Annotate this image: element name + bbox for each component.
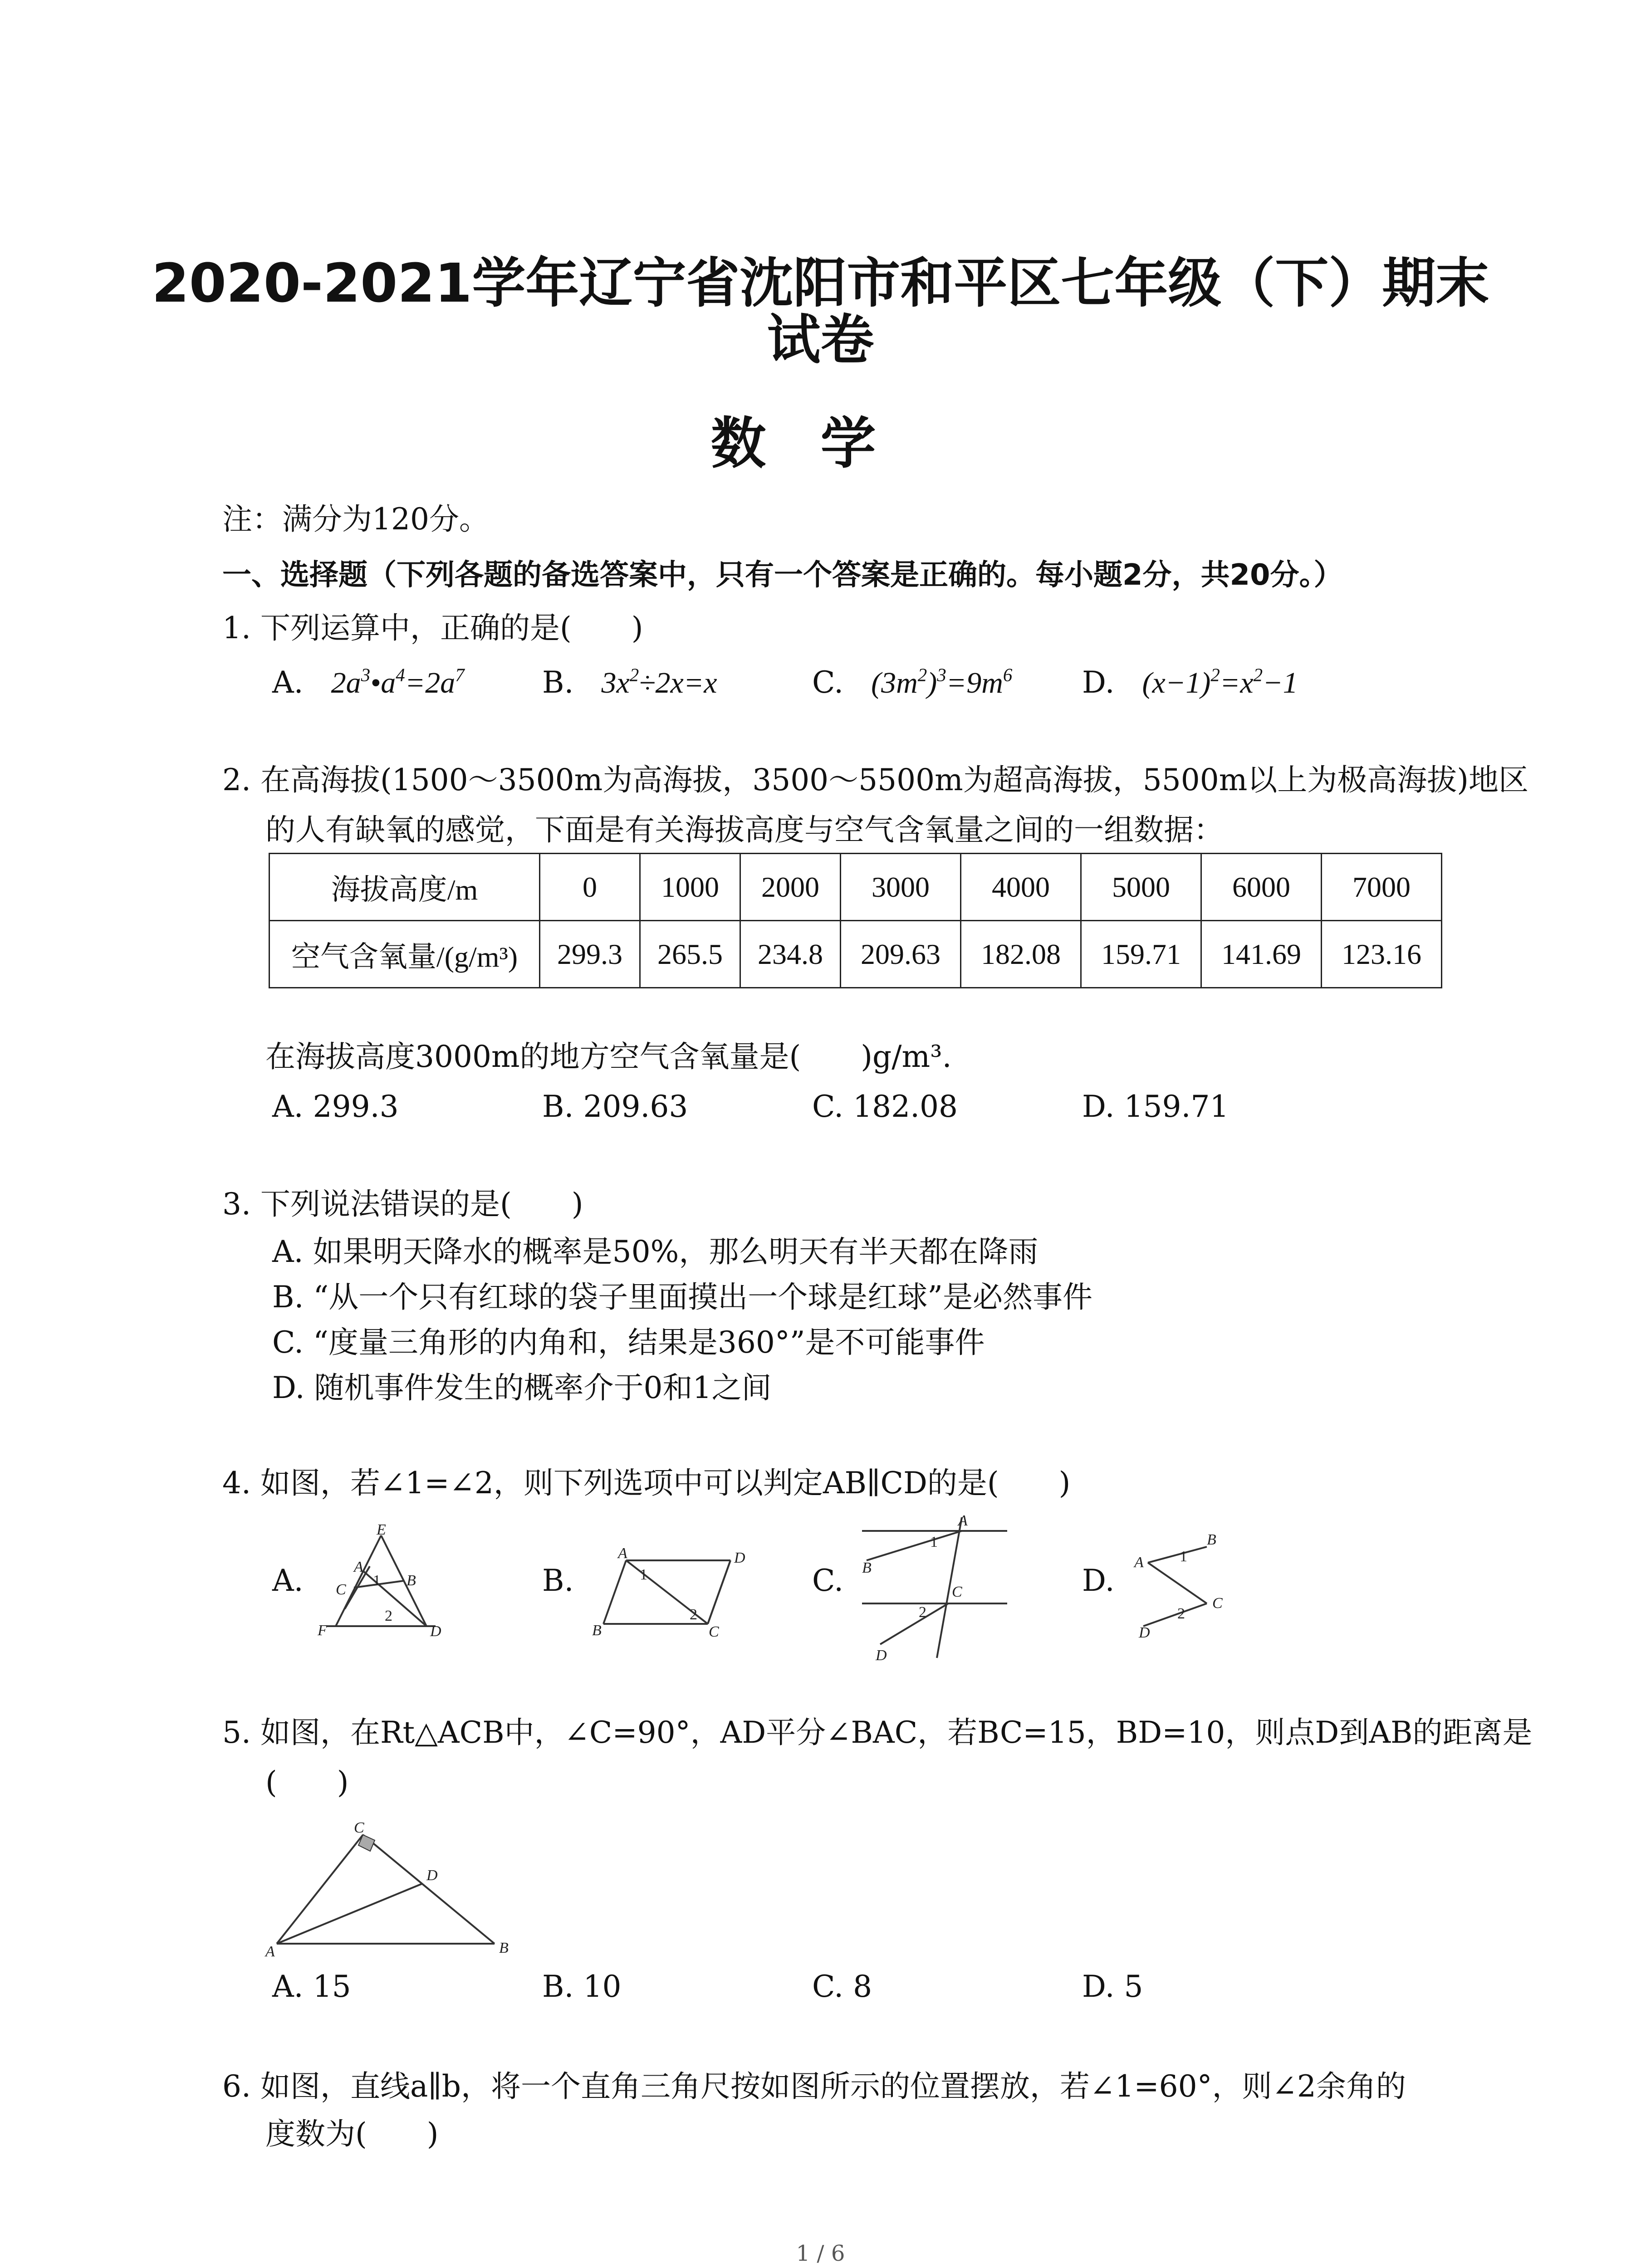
q2-option-c: C. 182.08 (812, 1089, 958, 1124)
fig-label: 2 (690, 1606, 697, 1623)
fig-label: 1 (373, 1572, 381, 1589)
table-cell: 5000 (1081, 854, 1201, 921)
q4-figure-d (1130, 1529, 1257, 1647)
q1-option-a (272, 665, 465, 701)
q2-stem-line1: 2. 在高海拔(1500～3500m为高海拔，3500～5500m为超高海拔，5500m以上为极高海拔)地区 (222, 763, 1529, 797)
table-cell: 234.8 (740, 921, 841, 988)
q4-option-b-label: B. (542, 1563, 574, 1598)
q4-figure-c (853, 1513, 1016, 1667)
table-cell: 182.08 (961, 921, 1081, 988)
table-cell: 265.5 (640, 921, 740, 988)
q1-option-a-formula: $2a^3•a^4=2a^7$ (331, 665, 465, 699)
table-cell: 209.63 (841, 921, 961, 988)
q3-option-a: A. 如果明天降水的概率是50%，那么明天有半天都在降雨 (272, 1234, 1038, 1269)
table-cell: 2000 (740, 854, 841, 921)
q5-option-b: B. 10 (542, 1969, 622, 2004)
fig-label: A (354, 1559, 363, 1575)
q1-option-a-label: A. (272, 665, 304, 700)
fig-label: 1 (1180, 1548, 1187, 1565)
fig-label: C (1212, 1595, 1223, 1612)
q1-option-c (812, 665, 1012, 701)
q3-option-b: B. “从一个只有红球的袋子里面摸出一个球是红球”是必然事件 (272, 1280, 1092, 1315)
table-cell: 3000 (841, 854, 961, 921)
fig-label: A (618, 1545, 627, 1562)
exam-title-line1: 2020-2021学年辽宁省沈阳市和平区七年级（下）期末 (152, 252, 1489, 314)
q5-triangle-figure (263, 1812, 526, 1960)
fig-label: A (1134, 1554, 1144, 1571)
fig-label: B (407, 1572, 416, 1589)
fig-label: E (377, 1521, 386, 1538)
table-cell: 0 (540, 854, 640, 921)
q4-option-d-label: D. (1082, 1563, 1115, 1598)
fig-label: 2 (919, 1604, 926, 1621)
page-number: 1 / 6 (796, 2241, 845, 2266)
section-heading: 一、选择题（下列各题的备选答案中，只有一个答案是正确的。每小题2分，共20分。） (222, 558, 1343, 592)
fig-label: D (426, 1867, 438, 1884)
table-cell: 299.3 (540, 921, 640, 988)
fig-label: C (709, 1623, 719, 1640)
q2-option-b: B. 209.63 (542, 1089, 688, 1124)
fig-label: A (958, 1512, 968, 1529)
table-cell: 123.16 (1322, 921, 1442, 988)
q1-option-b-formula: $3x^2\div 2x=x$ (601, 665, 717, 699)
fig-label: 1 (640, 1566, 647, 1583)
q1-option-d-formula: $(x-1)^2=x^2-1$ (1142, 665, 1298, 699)
subject-title: 数学 (710, 411, 931, 476)
q4-stem: 4. 如图，若∠1=∠2，则下列选项中可以判定AB∥CD的是( ) (222, 1466, 1071, 1501)
score-note: 注：满分为120分。 (222, 502, 489, 537)
fig-label: D (876, 1647, 887, 1664)
table-cell: 1000 (640, 854, 740, 921)
fig-label: A (265, 1943, 275, 1960)
q5-option-c: C. 8 (812, 1969, 872, 2004)
q3-option-d: D. 随机事件发生的概率介于0和1之间 (272, 1370, 772, 1405)
q1-option-b (542, 665, 717, 701)
q5-option-a: A. 15 (272, 1969, 351, 2004)
fig-label: C (336, 1581, 346, 1598)
q6-stem-line1: 6. 如图，直线a∥b，将一个直角三角尺按如图所示的位置摆放，若∠1=60°，则∠2余角的 (222, 2069, 1406, 2104)
fig-label: F (318, 1622, 327, 1639)
fig-label: C (354, 1819, 364, 1836)
fig-label: C (952, 1584, 962, 1600)
q3-stem: 3. 下列说法错误的是( ) (222, 1187, 583, 1222)
table-cell: 159.71 (1081, 921, 1201, 988)
table-cell: 141.69 (1201, 921, 1322, 988)
q4-figure-b (590, 1545, 745, 1640)
q6-stem-line2: 度数为( ) (265, 2116, 439, 2151)
fig-label: B (592, 1622, 602, 1639)
q1-option-d-label: D. (1082, 665, 1115, 700)
fig-label: 1 (930, 1534, 938, 1550)
q3-option-c: C. “度量三角形的内角和，结果是360°”是不可能事件 (272, 1325, 985, 1360)
fig-label: 2 (385, 1608, 392, 1624)
q4-option-c-label: C. (812, 1563, 844, 1598)
q2-stem-line2: 的人有缺氧的感觉，下面是有关海拔高度与空气含氧量之间的一组数据： (265, 812, 1224, 847)
q4-figure-a (318, 1521, 449, 1640)
altitude-oxygen-table (269, 853, 1442, 988)
fig-label: B (1207, 1531, 1216, 1548)
table-cell: 4000 (961, 854, 1081, 921)
q4-option-a-label: A. (272, 1563, 304, 1598)
q2-option-a: A. 299.3 (272, 1089, 399, 1124)
q1-option-d (1082, 665, 1298, 701)
q2-question: 在海拔高度3000m的地方空气含氧量是( )g/m³. (265, 1039, 952, 1074)
fig-label: B (862, 1559, 872, 1576)
q1-option-c-formula: $(3m^2)^3=9m^6$ (871, 665, 1013, 699)
q5-stem-line2: ( ) (265, 1765, 349, 1800)
table-row (269, 854, 1442, 921)
q2-option-d: D. 159.71 (1082, 1089, 1229, 1124)
table-cell: 7000 (1322, 854, 1442, 921)
table-header-cell: 空气含氧量/(g/m³) (269, 921, 540, 988)
fig-label: D (430, 1623, 441, 1640)
exam-title-line2: 试卷 (767, 308, 874, 371)
table-header-cell: 海拔高度/m (269, 854, 540, 921)
table-row (269, 921, 1442, 988)
fig-label: D (1139, 1624, 1150, 1641)
table-cell: 6000 (1201, 854, 1322, 921)
q1-option-b-label: B. (542, 665, 574, 700)
fig-label: B (499, 1940, 509, 1956)
q1-stem: 1. 下列运算中，正确的是( ) (222, 611, 643, 645)
q5-option-d: D. 5 (1082, 1969, 1143, 2004)
q5-stem-line1: 5. 如图，在Rt△ACB中，∠C=90°，AD平分∠BAC，若BC=15，BD=10，则点D到AB的距离是 (222, 1715, 1533, 1750)
fig-label: D (734, 1549, 745, 1566)
fig-label: 2 (1177, 1605, 1185, 1622)
q1-option-c-label: C. (812, 665, 844, 700)
